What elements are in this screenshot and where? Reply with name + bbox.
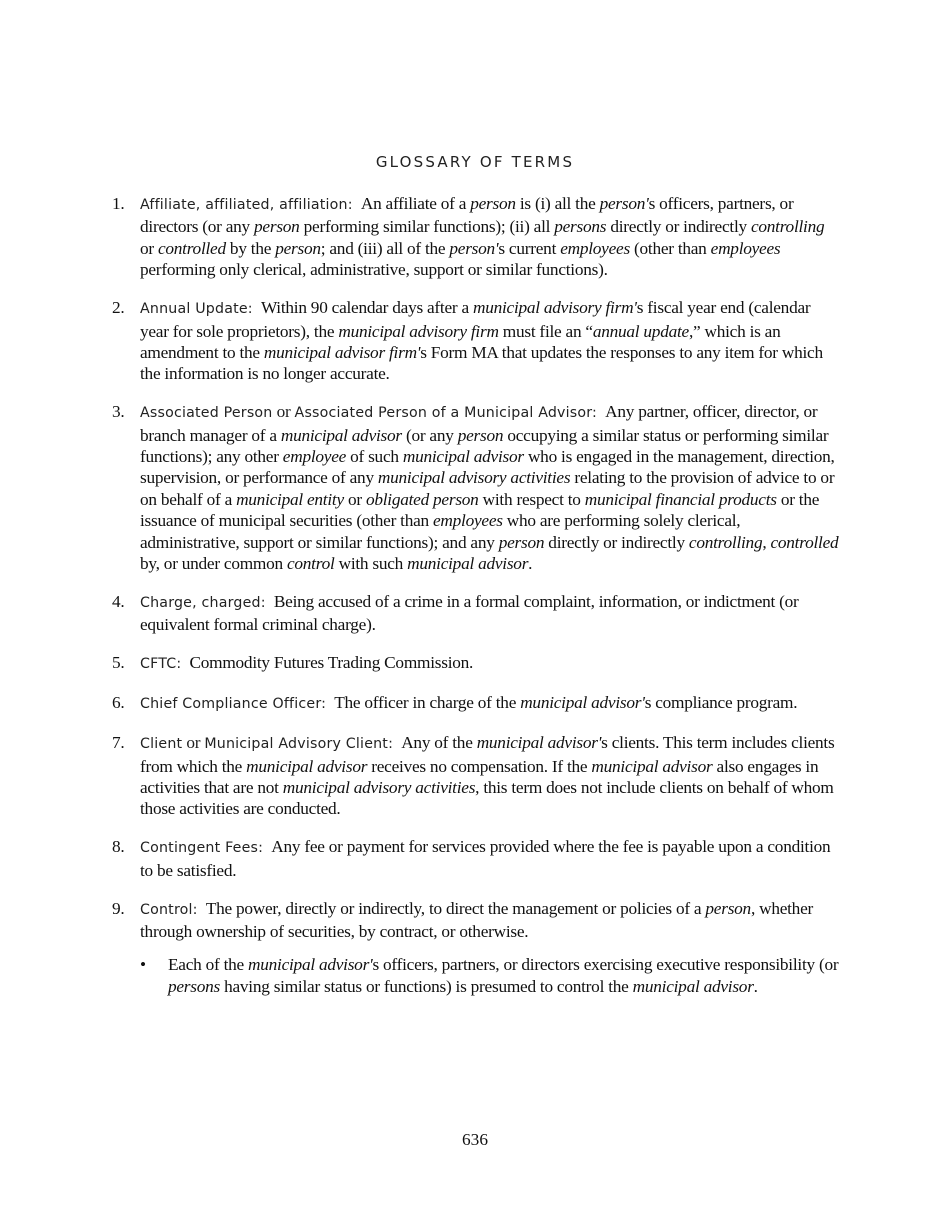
glossary-list	[112, 193, 840, 1014]
text-run: also engages in activities that are not	[140, 756, 819, 797]
text-run: by, or under common	[140, 554, 287, 574]
glossary-entry	[112, 401, 840, 574]
entry-definition	[140, 402, 838, 573]
text-run: municipal advisory activities	[377, 468, 571, 488]
text-run: s Form MA that updates the responses to any item for which the information is no longer accurate.	[140, 342, 823, 384]
text-run: person	[470, 194, 516, 213]
entry-number: 9.	[112, 898, 125, 918]
text-run: or the issuance of municipal securities (other than	[140, 489, 820, 531]
text-run: person	[275, 238, 321, 258]
text-run: with respect to	[478, 489, 585, 509]
text-run: or	[140, 238, 158, 258]
text-run: persons	[554, 217, 607, 237]
text-run: municipal financial products	[584, 489, 777, 509]
text-run: Within 90 calendar days after a	[260, 298, 473, 318]
text-run: must file an “	[498, 321, 593, 341]
text-run: Annual Update:	[140, 301, 253, 318]
text-run: obligated person	[365, 489, 479, 509]
glossary-entry	[112, 193, 840, 281]
entry-definition	[140, 899, 813, 941]
text-run: Charge, charged:	[140, 595, 266, 611]
text-run: relating to the provision of advice to or on behalf of a	[140, 468, 835, 509]
text-run: Commodity Futures Trading Commission.	[189, 653, 474, 673]
entry-number: 1.	[112, 194, 125, 213]
text-run: persons	[168, 976, 221, 996]
text-run: Each of the	[168, 955, 249, 975]
text-run: municipal advisor'	[520, 693, 645, 713]
text-run: person	[457, 425, 504, 445]
text-run: municipal advisory firm'	[472, 298, 637, 318]
text-run: is (i) all the	[515, 194, 600, 213]
text-run: municipal advisor firm'	[263, 342, 421, 362]
text-run: Municipal Advisory Client:	[204, 736, 394, 753]
entry-term	[140, 840, 263, 856]
text-run: annual update	[592, 321, 689, 341]
text-run: controlling	[750, 217, 825, 237]
text-run: s fiscal year end (calendar year for sole proprietors), the	[140, 298, 811, 341]
glossary-entry	[112, 591, 840, 636]
text-run: s officers, partners, or directors (or any	[140, 194, 794, 237]
text-run: (other than	[629, 238, 711, 258]
text-run: s officers, partners, or directors exercising executive responsibility (or	[372, 955, 839, 975]
entry-number: 6.	[112, 693, 125, 713]
text-run: person'	[449, 238, 499, 258]
text-run: or	[272, 402, 295, 422]
text-run: directly or indirectly	[544, 532, 689, 552]
text-run: municipal advisor	[402, 447, 524, 467]
text-run: control	[286, 554, 335, 574]
text-run: with such	[334, 554, 408, 574]
text-run: controlling	[688, 532, 763, 552]
text-run: employee	[282, 447, 347, 467]
entry-term	[140, 595, 266, 611]
entry-term	[140, 402, 598, 422]
text-run: , this term does not include clients on behalf of whom those activities are conducted.	[140, 777, 834, 819]
bullet-item	[140, 954, 840, 997]
bullet-icon: •	[140, 955, 146, 975]
text-run: or	[182, 733, 205, 753]
text-run: ; and (iii) all of the	[320, 238, 450, 258]
entry-number: 4.	[112, 592, 125, 611]
text-run: (or any	[401, 425, 458, 445]
text-run: Chief Compliance Officer:	[140, 696, 327, 713]
text-run: municipal advisor'	[248, 955, 373, 975]
entry-number: 7.	[112, 733, 125, 753]
text-run: Client	[140, 736, 183, 753]
entry-number: 3.	[112, 402, 125, 422]
entry-definition	[334, 693, 797, 712]
control-bullet-list	[140, 954, 840, 997]
text-run: municipal advisor	[407, 554, 529, 574]
text-run: municipal advisor'	[476, 733, 602, 753]
text-run: municipal advisory activities	[282, 777, 476, 797]
entry-number: 2.	[112, 298, 125, 318]
entry-number: 8.	[112, 837, 125, 857]
text-run: by the	[225, 238, 276, 258]
text-run: employees	[560, 238, 630, 258]
text-run: person	[254, 217, 300, 237]
text-run: employees	[433, 511, 503, 531]
text-run: performing only clerical, administrative, support or similar functions).	[140, 260, 608, 280]
page-number: 636	[462, 1130, 488, 1149]
text-run: who is engaged in the management, direction, supervision, or performance of any	[140, 447, 835, 488]
text-run: employees	[710, 238, 781, 258]
text-run: municipal advisor	[632, 976, 754, 996]
text-run: Any fee or payment for services provided where the fee is payable upon a condition to be satisfied.	[140, 837, 831, 880]
bullet-text	[168, 955, 838, 995]
text-run: Any of the	[401, 733, 477, 753]
glossary-entry	[112, 732, 840, 820]
text-run: municipal advisor	[280, 425, 402, 445]
text-run: having similar status or functions) is presumed to control the	[220, 976, 633, 996]
text-run: The officer in charge of the	[334, 693, 521, 713]
text-run: performing similar functions); (ii) all	[299, 217, 555, 237]
text-run: s compliance program.	[644, 693, 798, 713]
text-run: .	[528, 554, 533, 574]
glossary-entry	[112, 297, 840, 385]
text-run: Control:	[140, 901, 198, 918]
entry-term	[140, 197, 353, 213]
entry-definition	[189, 653, 473, 672]
entry-term	[140, 696, 326, 712]
text-run: who are performing solely clerical, administrative, support or similar functions); and any	[140, 511, 741, 552]
text-run: or	[343, 489, 366, 509]
text-run: Affiliate, affiliated, affiliation:	[140, 197, 353, 213]
text-run: receives no compensation. If the	[367, 756, 592, 776]
entry-term	[140, 656, 181, 672]
text-run: CFTC:	[140, 656, 182, 673]
text-run: person	[498, 532, 545, 552]
glossary-entry	[112, 898, 840, 998]
text-run: Contingent Fees:	[140, 840, 264, 857]
text-run: Any partner, officer, director, or branch manager of a	[140, 402, 818, 445]
text-run: Associated Person	[140, 405, 273, 422]
text-run: person'	[599, 194, 649, 213]
text-run: Being accused of a crime in a formal complaint, information, or indictment (or equivalent formal criminal charge).	[140, 592, 799, 635]
text-run: s current	[498, 238, 561, 258]
text-run: municipal advisory firm	[338, 321, 499, 341]
text-run: .	[753, 976, 758, 996]
entry-term	[140, 902, 198, 918]
text-run: Associated Person of a Municipal Advisor:	[294, 405, 598, 422]
text-run: controlled	[770, 532, 839, 552]
entry-term	[140, 733, 394, 753]
glossary-entry	[112, 836, 840, 881]
text-run: , whether through ownership of securities, by contract, or otherwise.	[140, 898, 814, 941]
text-run: municipal advisor	[246, 756, 368, 776]
glossary-entry	[112, 652, 840, 675]
text-run: ,” which is an amendment to the	[140, 321, 781, 362]
text-run: An affiliate of a	[360, 194, 471, 213]
text-run: municipal entity	[236, 489, 344, 509]
text-run: of such	[346, 447, 403, 467]
text-run: The power, directly or indirectly, to direct the management or policies of a	[205, 898, 706, 918]
text-run: municipal advisor	[591, 756, 713, 776]
text-run: directly or indirectly	[606, 217, 751, 237]
text-run: occupying a similar status or performing similar functions); any other	[140, 425, 829, 467]
entry-term	[140, 301, 253, 317]
text-run: ,	[762, 532, 771, 552]
page-title: GLOSSARY OF TERMS	[375, 153, 575, 171]
text-run: s clients. This term includes clients from which the	[140, 733, 835, 776]
entry-number: 5.	[112, 653, 125, 673]
text-run: controlled	[157, 238, 226, 258]
text-run: person	[705, 898, 751, 918]
glossary-entry	[112, 692, 840, 715]
